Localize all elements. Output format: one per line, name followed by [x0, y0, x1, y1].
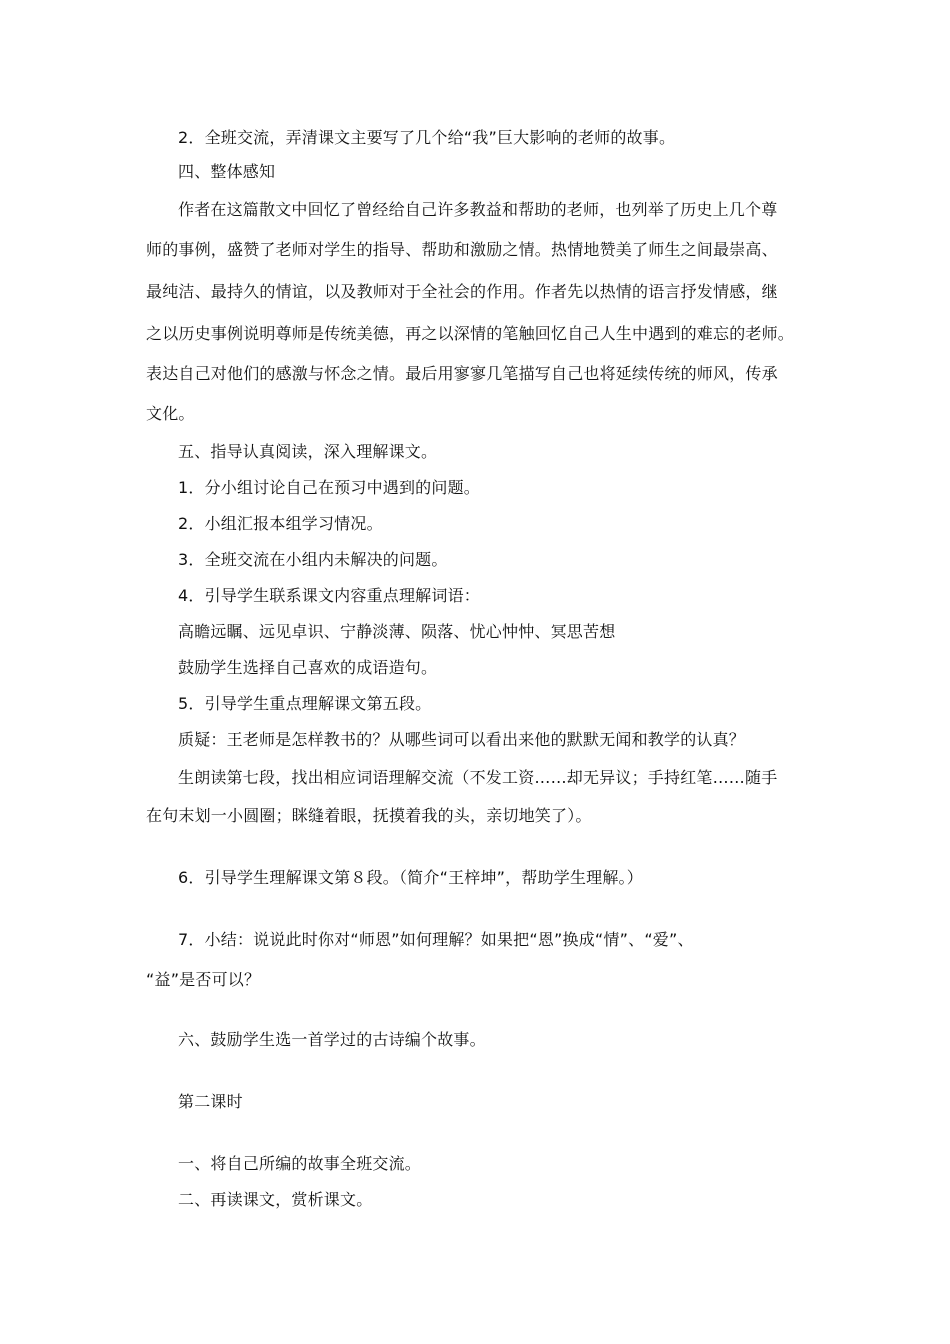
text-line: 4．引导学生联系课文内容重点理解词语： — [178, 586, 480, 605]
text-line: 6．引导学生理解课文第８段。（简介“王梓坤”，帮助学生理解。） — [178, 868, 643, 887]
section-heading: 四、整体感知 — [178, 162, 276, 181]
text-line: 师的事例，盛赞了老师对学生的指导、帮助和激励之情。热情地赞美了师生之间最崇高、 — [146, 240, 778, 259]
text-line: 文化。 — [146, 404, 195, 423]
text-line: 作者在这篇散文中回忆了曾经给自己许多教益和帮助的老师，也列举了历史上几个尊 — [178, 200, 778, 219]
text-line: 1．分小组讨论自己在预习中遇到的问题。 — [178, 478, 480, 497]
text-line: 生朗读第七段，找出相应词语理解交流（不发工资……却无异议；手持红笔……随手 — [178, 768, 778, 787]
section-heading: 一、将自己所编的故事全班交流。 — [178, 1154, 422, 1173]
text-line: 3．全班交流在小组内未解决的问题。 — [178, 550, 448, 569]
text-line: 表达自己对他们的感激与怀念之情。最后用寥寥几笔描写自己也将延续传统的师风，传承 — [146, 364, 778, 383]
text-line: 7．小结：说说此时你对“师恩”如何理解？如果把“恩”换成“情”、“爱”、 — [178, 930, 694, 949]
text-line: “益”是否可以？ — [146, 970, 261, 989]
section-heading: 五、指导认真阅读，深入理解课文。 — [178, 442, 438, 461]
text-line: 之以历史事例说明尊师是传统美德，再之以深情的笔触回忆自己人生中遇到的难忘的老师。 — [146, 324, 795, 343]
text-line: 高瞻远瞩、远见卓识、宁静淡薄、陨落、忧心忡忡、冥思苦想 — [178, 622, 616, 641]
text-line: 2．小组汇报本组学习情况。 — [178, 514, 383, 533]
text-line: 5．引导学生重点理解课文第五段。 — [178, 694, 432, 713]
section-heading: 第二课时 — [178, 1092, 243, 1111]
text-line: 最纯洁、最持久的情谊，以及教师对于全社会的作用。作者先以热情的语言抒发情感，继 — [146, 282, 778, 301]
section-heading: 二、再读课文，赏析课文。 — [178, 1190, 373, 1209]
text-line: 质疑：王老师是怎样教书的？从哪些词可以看出来他的默默无闻和教学的认真？ — [178, 730, 746, 749]
section-heading: 六、鼓励学生选一首学过的古诗编个故事。 — [178, 1030, 486, 1049]
text-line: 2．全班交流，弄清课文主要写了几个给“我”巨大影响的老师的故事。 — [178, 128, 676, 147]
text-line: 鼓励学生选择自己喜欢的成语造句。 — [178, 658, 438, 677]
text-line: 在句末划一小圆圈；眯缝着眼，抚摸着我的头，亲切地笑了）。 — [146, 806, 592, 825]
